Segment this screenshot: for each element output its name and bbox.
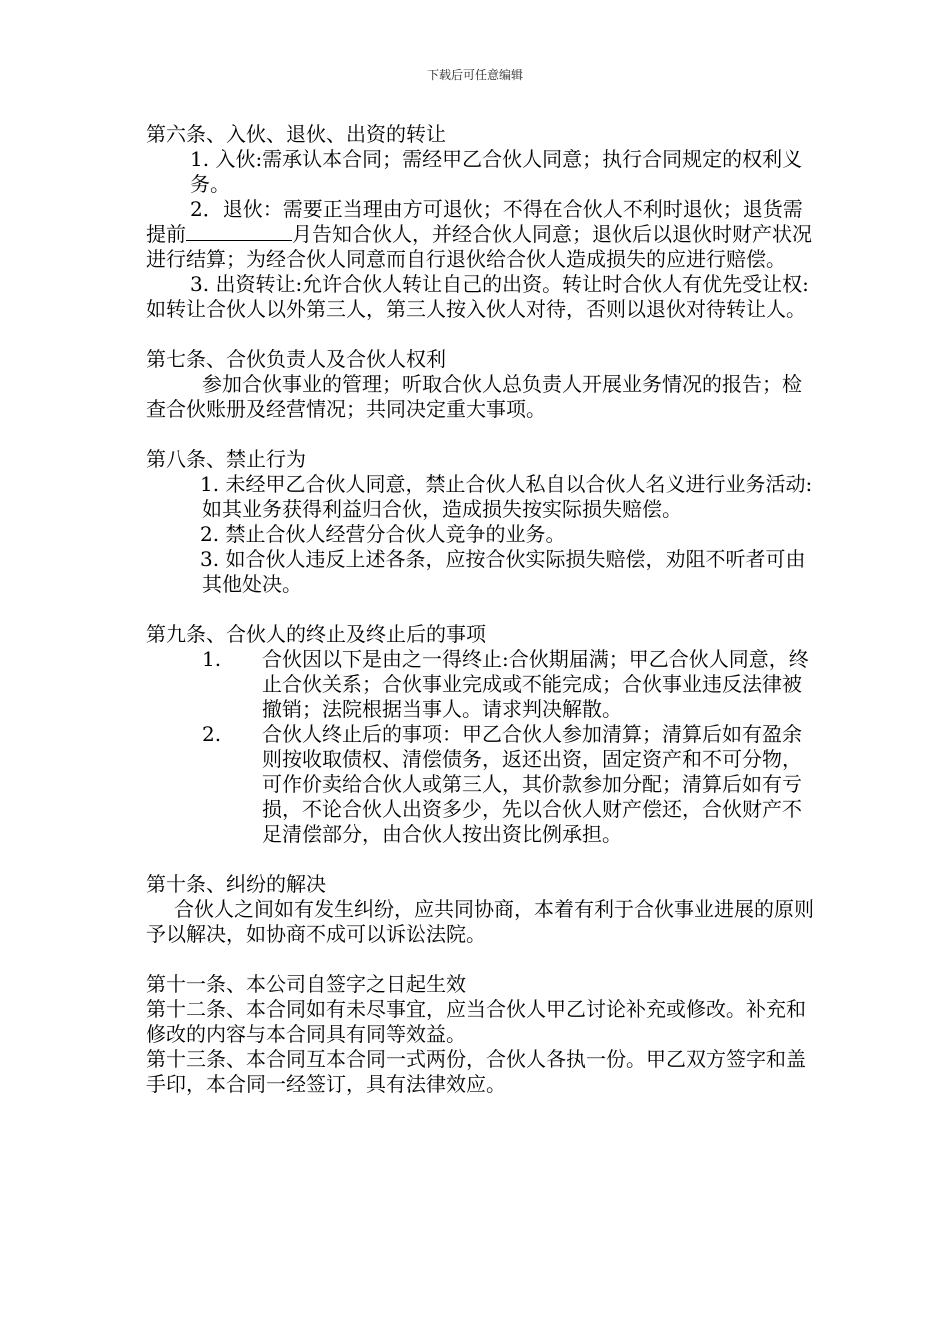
article-9-item-2: [146, 722, 814, 847]
article-7-paragraph: 参加合伙事业的管理；听取合伙人总负责人开展业务情况的报告；检查合伙账册及经营情况；共同决定重大事项。: [146, 372, 802, 421]
article-6-item-2-part-a: 2．退伙：需要正当理由方可退伙；不得在合伙人不利时退伙；退货需提前: [146, 197, 803, 246]
article-8-item-3: 3. 如合伙人违反上述各条，应按合伙实际损失赔偿，劝阻不听者可由其他处决。: [200, 547, 806, 596]
article-8-title: 第八条、禁止行为: [146, 447, 306, 471]
article-6-item-2-part-b: 月告知合伙人，并经合伙人同意；退伙后以退伙时财产状况进行结算；为经合伙人同意而自行退伙给合伙人造成损失的应进行赔偿。: [146, 222, 812, 271]
article-9-item-1: [146, 647, 814, 722]
spacer: [146, 847, 814, 872]
article-10-paragraph: 合伙人之间如有发生纠纷，应共同协商，本着有利于合伙事业进展的原则予以解决，如协商不成可以诉讼法院。: [146, 897, 814, 946]
article-9-title: 第九条、合伙人的终止及终止后的事项: [146, 622, 486, 646]
article-11: 第十一条、本公司自签字之日起生效: [146, 972, 466, 996]
document-body: [146, 122, 814, 1097]
item-number: 2.: [202, 722, 222, 746]
article-13: 第十三条、本合同互本合同一式两份，合伙人各执一份。甲乙双方签字和盖手印，本合同一经签订，具有法律效应。: [146, 1047, 806, 1096]
article-7-title: 第七条、合伙负责人及合伙人权利: [146, 347, 446, 371]
page-header: 下载后可任意编辑: [426, 68, 523, 82]
article-6-item-2: [146, 197, 814, 272]
item-text: 合伙人终止后的事项：甲乙合伙人参加清算；清算后如有盈余则按收取债权、清偿债务，返还出资，固定资产和不可分物，可作价卖给合伙人或第三人，其价款参加分配；清算后如有亏损，不论合伙人出资多少，先以合伙人财产偿还，合伙财产不足清偿部分，由合伙人按出资比例承担。: [262, 722, 802, 846]
item-number: 1.: [202, 647, 222, 671]
item-text: 合伙因以下是由之一得终止:合伙期届满；甲乙合伙人同意，终止合伙关系；合伙事业完成或不能完成；合伙事业违反法律被撤销；法院根据当事人。请求判决解散。: [262, 647, 809, 721]
spacer: [146, 322, 814, 347]
article-6-item-1: 1. 入伙:需承认本合同；需经甲乙合伙人同意；执行合同规定的权利义务。: [190, 147, 803, 196]
article-12: 第十二条、本合同如有未尽事宜，应当合伙人甲乙讨论补充或修改。补充和修改的内容与本合同具有同等效益。: [146, 997, 806, 1046]
article-8-item-1: 1. 未经甲乙合伙人同意，禁止合伙人私自以合伙人名义进行业务活动:如其业务获得利益归合伙，造成损失按实际损失赔偿。: [200, 472, 813, 521]
spacer: [146, 422, 814, 447]
article-6-title: 第六条、入伙、退伙、出资的转让: [146, 122, 446, 146]
article-10-title: 第十条、纠纷的解决: [146, 872, 326, 896]
spacer: [146, 947, 814, 972]
blank-line: [186, 222, 292, 241]
article-6-item-3: 3. 出资转让:允许合伙人转让自己的出资。转让时合伙人有优先受让权:如转让合伙人以外第三人，第三人按入伙人对待，否则以退伙对待转让人。: [146, 272, 809, 321]
article-8-item-2: 2. 禁止合伙人经营分合伙人竞争的业务。: [200, 522, 566, 546]
spacer: [146, 597, 814, 622]
